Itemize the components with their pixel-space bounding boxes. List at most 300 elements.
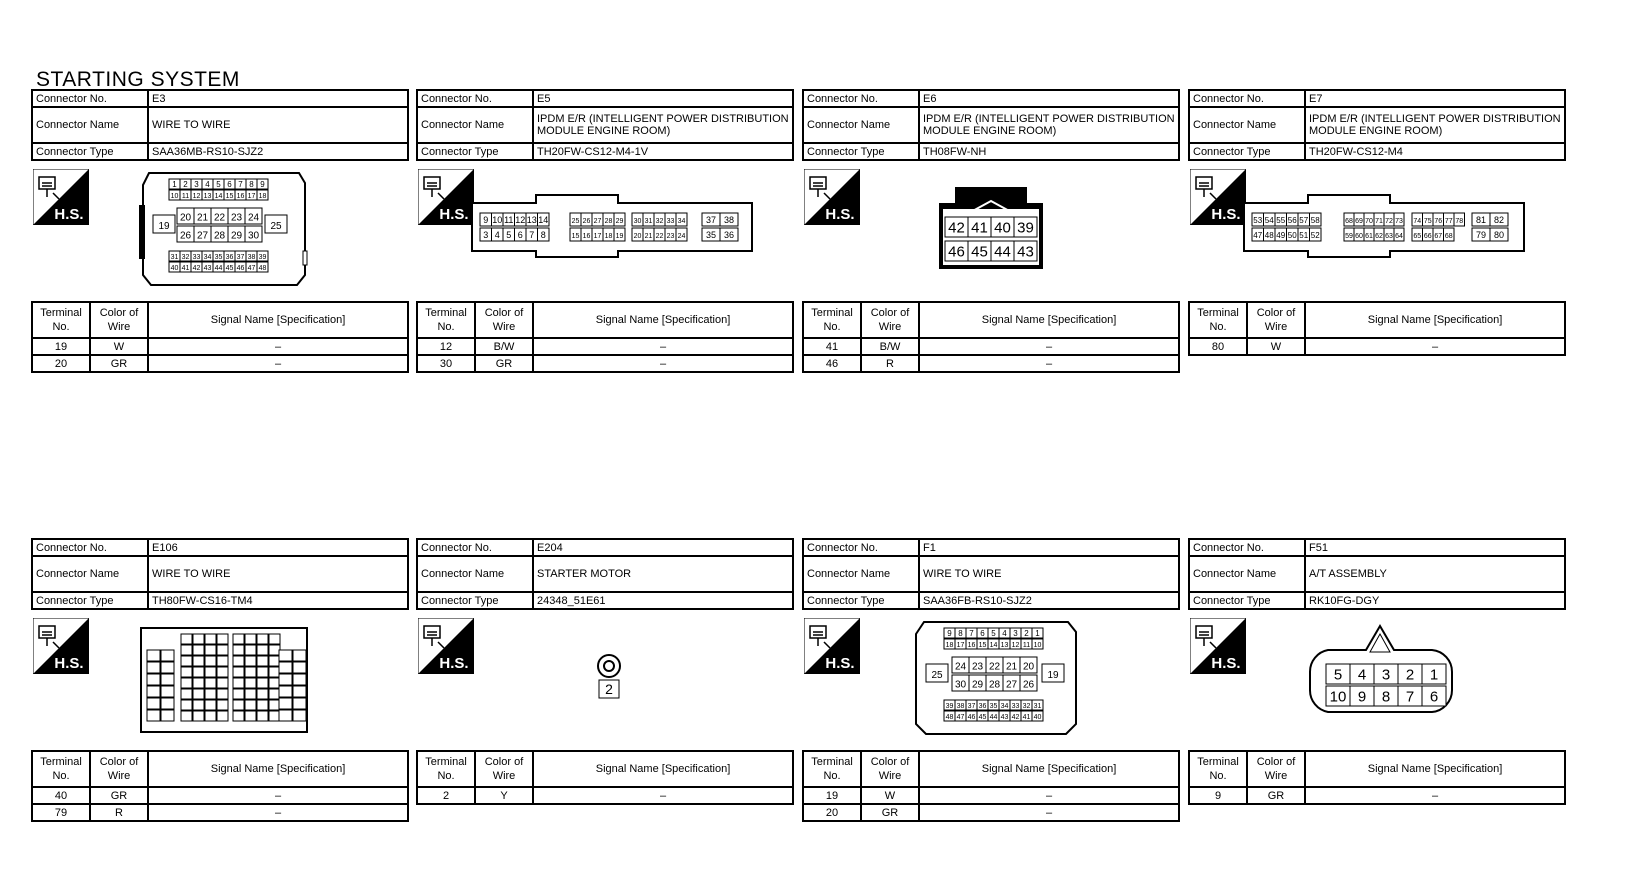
svg-text:11: 11 — [181, 192, 190, 200]
svg-text:32: 32 — [181, 253, 190, 261]
svg-text:12: 12 — [192, 192, 201, 200]
svg-text:22: 22 — [655, 233, 664, 241]
signal-name-header: Signal Name [Specification] — [533, 751, 793, 787]
wire-color: GR — [475, 355, 533, 372]
svg-text:31: 31 — [1033, 702, 1042, 710]
table-row — [1189, 338, 1565, 355]
wire-color: R — [861, 355, 919, 372]
connector-type-value: TH08FW-NH — [919, 143, 1179, 160]
svg-text:33: 33 — [666, 218, 675, 226]
svg-text:44: 44 — [989, 713, 998, 721]
svg-text:1: 1 — [1429, 666, 1439, 684]
connector-header — [802, 89, 1180, 161]
svg-text:44: 44 — [994, 243, 1011, 261]
connector-header — [1188, 89, 1566, 161]
svg-text:38: 38 — [956, 702, 965, 710]
svg-text:34: 34 — [1000, 702, 1009, 710]
connector-no-value: E6 — [919, 90, 1179, 107]
terminal-no: 80 — [1189, 338, 1247, 355]
svg-text:25: 25 — [270, 221, 282, 233]
connector-no-label: Connector No. — [417, 539, 533, 556]
svg-text:8: 8 — [958, 628, 963, 638]
hs-harness-side-icon — [33, 169, 89, 225]
color-of-wire-header: Color of Wire — [1247, 302, 1305, 338]
connector-name-value: IPDM E/R (INTELLIGENT POWER DISTRIBUTION MODULE ENGINE ROOM) — [1305, 107, 1565, 143]
signal-name: – — [533, 338, 793, 355]
terminal-no: 41 — [803, 338, 861, 355]
connector-card — [1188, 89, 1566, 356]
color-of-wire-header: Color of Wire — [475, 302, 533, 338]
svg-text:16: 16 — [967, 641, 976, 649]
hs-label: H.S. — [1211, 655, 1241, 672]
connector-diagram — [31, 161, 409, 301]
svg-text:24: 24 — [247, 212, 260, 224]
svg-text:10: 10 — [1329, 688, 1347, 706]
svg-text:52: 52 — [1310, 231, 1320, 241]
svg-text:15: 15 — [978, 641, 987, 649]
svg-text:68: 68 — [1444, 233, 1453, 241]
connector-card — [31, 538, 409, 822]
connector-card — [416, 89, 794, 373]
connector-type-label: Connector Type — [32, 143, 148, 160]
svg-text:2: 2 — [1024, 628, 1029, 638]
table-row — [32, 355, 408, 372]
svg-text:10: 10 — [170, 192, 179, 200]
svg-text:46: 46 — [948, 243, 965, 261]
svg-text:30: 30 — [954, 679, 967, 691]
svg-text:66: 66 — [1423, 233, 1432, 241]
svg-text:23: 23 — [971, 661, 984, 673]
connector-name-label: Connector Name — [32, 556, 148, 592]
svg-text:22: 22 — [213, 212, 226, 224]
connector-name-value: WIRE TO WIRE — [148, 107, 408, 143]
connector-header — [31, 538, 409, 610]
svg-text:44: 44 — [214, 264, 223, 272]
svg-text:48: 48 — [1264, 231, 1274, 241]
connector-type-value: 24348_51E61 — [533, 592, 793, 609]
signal-name: – — [148, 355, 408, 372]
svg-text:11: 11 — [1022, 641, 1031, 649]
svg-text:13: 13 — [203, 192, 212, 200]
signal-name-header: Signal Name [Specification] — [1305, 302, 1565, 338]
signal-name-header: Signal Name [Specification] — [148, 302, 408, 338]
svg-text:40: 40 — [170, 264, 179, 272]
svg-text:14: 14 — [214, 192, 223, 200]
svg-text:73: 73 — [1395, 218, 1403, 226]
svg-text:1: 1 — [172, 179, 177, 189]
svg-text:47: 47 — [1253, 231, 1263, 241]
svg-text:7: 7 — [529, 230, 535, 241]
svg-text:23: 23 — [230, 212, 243, 224]
svg-text:28: 28 — [988, 679, 1001, 691]
connector-no-label: Connector No. — [417, 90, 533, 107]
connector-header — [416, 538, 794, 610]
connector-header — [802, 538, 1180, 610]
svg-text:12: 12 — [1011, 641, 1020, 649]
color-of-wire-header: Color of Wire — [1247, 751, 1305, 787]
hs-label: H.S. — [1211, 206, 1241, 223]
svg-text:65: 65 — [1413, 233, 1422, 241]
svg-text:15: 15 — [225, 192, 234, 200]
svg-text:40: 40 — [994, 219, 1011, 237]
connector-card — [416, 538, 794, 805]
svg-text:39: 39 — [258, 253, 267, 261]
table-row — [803, 804, 1179, 821]
svg-text:59: 59 — [1345, 233, 1353, 241]
connector-name-value: WIRE TO WIRE — [919, 556, 1179, 592]
wire-color: W — [90, 338, 148, 355]
connector-name-label: Connector Name — [1189, 556, 1305, 592]
svg-text:17: 17 — [593, 233, 602, 241]
svg-text:79: 79 — [1475, 230, 1487, 241]
connector-diagram — [802, 610, 1180, 750]
svg-text:36: 36 — [225, 253, 234, 261]
connector-no-value: E7 — [1305, 90, 1565, 107]
svg-text:40: 40 — [1033, 713, 1042, 721]
svg-text:46: 46 — [236, 264, 245, 272]
svg-text:3: 3 — [1381, 666, 1391, 684]
svg-text:9: 9 — [483, 215, 489, 226]
connector-name-label: Connector Name — [803, 107, 919, 143]
signal-name: – — [1305, 787, 1565, 804]
svg-text:75: 75 — [1423, 218, 1432, 226]
signal-name: – — [148, 787, 408, 804]
svg-text:29: 29 — [615, 218, 624, 226]
svg-text:48: 48 — [258, 264, 267, 272]
svg-text:62: 62 — [1375, 233, 1383, 241]
hs-label: H.S. — [825, 655, 855, 672]
svg-text:19: 19 — [158, 221, 170, 233]
wire-color: B/W — [475, 338, 533, 355]
svg-text:47: 47 — [956, 713, 965, 721]
svg-text:26: 26 — [179, 230, 192, 242]
svg-text:6: 6 — [1429, 688, 1439, 706]
wire-color: GR — [90, 787, 148, 804]
connector-name-value: WIRE TO WIRE — [148, 556, 408, 592]
connector-diagram — [416, 161, 794, 301]
terminal-no: 19 — [803, 787, 861, 804]
connector-name-label: Connector Name — [32, 107, 148, 143]
terminal-no: 46 — [803, 355, 861, 372]
svg-text:25: 25 — [571, 218, 580, 226]
svg-text:21: 21 — [644, 233, 653, 241]
svg-text:69: 69 — [1355, 218, 1363, 226]
color-of-wire-header: Color of Wire — [90, 302, 148, 338]
connector-card — [31, 89, 409, 373]
svg-text:37: 37 — [236, 253, 245, 261]
terminal-no: 12 — [417, 338, 475, 355]
wire-color: Y — [475, 787, 533, 804]
svg-text:45: 45 — [225, 264, 234, 272]
svg-text:25: 25 — [931, 670, 943, 682]
svg-text:54: 54 — [1264, 216, 1274, 226]
hs-label: H.S. — [439, 206, 469, 223]
svg-text:31: 31 — [170, 253, 179, 261]
connector-type-value: TH80FW-CS16-TM4 — [148, 592, 408, 609]
svg-text:3: 3 — [1013, 628, 1018, 638]
signal-name: – — [919, 355, 1179, 372]
svg-text:50: 50 — [1287, 231, 1297, 241]
connector-type-label: Connector Type — [803, 143, 919, 160]
connector-diagram — [1188, 161, 1566, 301]
terminal-no: 20 — [803, 804, 861, 821]
signal-name: – — [919, 804, 1179, 821]
connector-type-label: Connector Type — [1189, 592, 1305, 609]
svg-text:45: 45 — [971, 243, 988, 261]
connector-no-label: Connector No. — [1189, 90, 1305, 107]
svg-text:5: 5 — [1333, 666, 1343, 684]
svg-text:77: 77 — [1444, 218, 1453, 226]
wire-color: GR — [90, 355, 148, 372]
connector-no-label: Connector No. — [803, 90, 919, 107]
signal-name-header: Signal Name [Specification] — [533, 302, 793, 338]
svg-text:6: 6 — [227, 179, 232, 189]
svg-text:33: 33 — [1011, 702, 1020, 710]
svg-text:61: 61 — [1365, 233, 1373, 241]
terminal-no-header: Terminal No. — [1189, 302, 1247, 338]
svg-text:32: 32 — [1022, 702, 1031, 710]
signal-name: – — [533, 787, 793, 804]
svg-text:35: 35 — [705, 230, 717, 241]
svg-text:56: 56 — [1287, 216, 1297, 226]
svg-text:7: 7 — [969, 628, 974, 638]
svg-text:78: 78 — [1455, 218, 1464, 226]
svg-text:43: 43 — [203, 264, 212, 272]
svg-text:29: 29 — [971, 679, 984, 691]
svg-text:7: 7 — [238, 179, 243, 189]
signal-table — [416, 750, 794, 805]
signal-name: – — [148, 338, 408, 355]
connector-diagram — [1188, 610, 1566, 750]
connector-no-label: Connector No. — [32, 90, 148, 107]
connector-name-label: Connector Name — [417, 556, 533, 592]
svg-text:28: 28 — [213, 230, 226, 242]
table-row — [1189, 787, 1565, 804]
svg-text:16: 16 — [582, 233, 591, 241]
hs-harness-side-icon — [33, 618, 89, 674]
terminal-no: 9 — [1189, 787, 1247, 804]
table-row — [32, 338, 408, 355]
hs-harness-side-icon — [418, 618, 474, 674]
svg-text:1: 1 — [1035, 628, 1040, 638]
color-of-wire-header: Color of Wire — [861, 751, 919, 787]
table-row — [803, 787, 1179, 804]
connector-no-value: E106 — [148, 539, 408, 556]
svg-text:39: 39 — [1017, 219, 1034, 237]
svg-text:3: 3 — [483, 230, 489, 241]
svg-text:32: 32 — [655, 218, 664, 226]
svg-text:36: 36 — [978, 702, 987, 710]
svg-text:55: 55 — [1276, 216, 1286, 226]
terminal-no-header: Terminal No. — [417, 302, 475, 338]
terminal-no-header: Terminal No. — [1189, 751, 1247, 787]
svg-text:3: 3 — [194, 179, 199, 189]
connector-type-label: Connector Type — [417, 592, 533, 609]
svg-text:43: 43 — [1000, 713, 1009, 721]
connector-name-label: Connector Name — [1189, 107, 1305, 143]
signal-name-header: Signal Name [Specification] — [919, 751, 1179, 787]
connector-header — [31, 89, 409, 161]
connector-no-value: F51 — [1305, 539, 1565, 556]
connector-name-label: Connector Name — [803, 556, 919, 592]
svg-text:9: 9 — [947, 628, 952, 638]
svg-text:42: 42 — [948, 219, 965, 237]
svg-text:24: 24 — [677, 233, 686, 241]
svg-text:4: 4 — [205, 179, 210, 189]
svg-text:17: 17 — [247, 192, 256, 200]
svg-text:7: 7 — [1405, 688, 1415, 706]
svg-text:27: 27 — [196, 230, 209, 242]
connector-type-value: SAA36MB-RS10-SJZ2 — [148, 143, 408, 160]
svg-text:41: 41 — [1022, 713, 1031, 721]
svg-text:5: 5 — [506, 230, 512, 241]
svg-text:13: 13 — [1000, 641, 1009, 649]
table-row — [803, 355, 1179, 372]
svg-text:2: 2 — [183, 179, 188, 189]
terminal-no: 19 — [32, 338, 90, 355]
svg-text:35: 35 — [214, 253, 223, 261]
svg-text:76: 76 — [1434, 218, 1443, 226]
wire-color: R — [90, 804, 148, 821]
connector-name-value: IPDM E/R (INTELLIGENT POWER DISTRIBUTION MODULE ENGINE ROOM) — [919, 107, 1179, 143]
connector-header — [1188, 538, 1566, 610]
svg-text:70: 70 — [1365, 218, 1373, 226]
connector-diagram — [802, 161, 1180, 301]
connector-type-label: Connector Type — [32, 592, 148, 609]
svg-text:37: 37 — [967, 702, 976, 710]
svg-text:30: 30 — [633, 218, 642, 226]
connector-name-value: A/T ASSEMBLY — [1305, 556, 1565, 592]
hs-harness-side-icon — [804, 169, 860, 225]
svg-text:8: 8 — [1381, 688, 1391, 706]
connector-name-value: STARTER MOTOR — [533, 556, 793, 592]
svg-text:68: 68 — [1345, 218, 1353, 226]
svg-text:28: 28 — [604, 218, 613, 226]
wire-color: GR — [861, 804, 919, 821]
svg-text:37: 37 — [705, 215, 717, 226]
svg-text:72: 72 — [1385, 218, 1393, 226]
svg-text:51: 51 — [1299, 231, 1309, 241]
signal-table — [802, 750, 1180, 822]
svg-text:38: 38 — [723, 215, 735, 226]
terminal-no: 20 — [32, 355, 90, 372]
svg-text:82: 82 — [1493, 215, 1505, 226]
svg-text:43: 43 — [1017, 243, 1034, 261]
svg-text:4: 4 — [1357, 666, 1367, 684]
connector-header — [416, 89, 794, 161]
table-row — [803, 338, 1179, 355]
svg-text:71: 71 — [1375, 218, 1383, 226]
terminal-no: 40 — [32, 787, 90, 804]
svg-text:14: 14 — [538, 215, 549, 226]
hs-harness-side-icon — [418, 169, 474, 225]
svg-text:12: 12 — [515, 215, 526, 226]
terminal-no: 2 — [417, 787, 475, 804]
svg-text:17: 17 — [956, 641, 965, 649]
svg-text:64: 64 — [1395, 233, 1403, 241]
svg-text:26: 26 — [1022, 679, 1035, 691]
signal-table — [31, 301, 409, 373]
hs-label: H.S. — [825, 206, 855, 223]
connector-no-value: E3 — [148, 90, 408, 107]
connector-type-label: Connector Type — [1189, 143, 1305, 160]
svg-text:33: 33 — [192, 253, 201, 261]
svg-text:18: 18 — [604, 233, 613, 241]
connector-card — [802, 538, 1180, 822]
svg-text:21: 21 — [196, 212, 209, 224]
connector-card — [1188, 538, 1566, 805]
svg-text:15: 15 — [571, 233, 580, 241]
svg-text:19: 19 — [615, 233, 624, 241]
terminal-no-header: Terminal No. — [32, 302, 90, 338]
svg-text:5: 5 — [216, 179, 221, 189]
svg-text:11: 11 — [504, 215, 514, 226]
connector-name-value: IPDM E/R (INTELLIGENT POWER DISTRIBUTION MODULE ENGINE ROOM) — [533, 107, 793, 143]
svg-text:13: 13 — [526, 215, 537, 226]
svg-text:53: 53 — [1253, 216, 1263, 226]
terminal-no: 30 — [417, 355, 475, 372]
svg-text:22: 22 — [988, 661, 1001, 673]
svg-text:80: 80 — [1493, 230, 1505, 241]
svg-text:48: 48 — [945, 713, 954, 721]
signal-name-header: Signal Name [Specification] — [919, 302, 1179, 338]
svg-text:6: 6 — [980, 628, 985, 638]
svg-text:30: 30 — [247, 230, 260, 242]
hs-harness-side-icon — [804, 618, 860, 674]
svg-text:10: 10 — [1033, 641, 1042, 649]
svg-text:2: 2 — [1405, 666, 1415, 684]
signal-table — [416, 301, 794, 373]
svg-text:24: 24 — [954, 661, 967, 673]
signal-name: – — [919, 787, 1179, 804]
svg-text:4: 4 — [494, 230, 500, 241]
color-of-wire-header: Color of Wire — [475, 751, 533, 787]
connector-type-value: TH20FW-CS12-M4-1V — [533, 143, 793, 160]
signal-name: – — [533, 355, 793, 372]
svg-text:27: 27 — [1005, 679, 1018, 691]
signal-name: – — [148, 804, 408, 821]
svg-text:67: 67 — [1434, 233, 1443, 241]
svg-text:14: 14 — [989, 641, 998, 649]
svg-text:18: 18 — [258, 192, 267, 200]
wire-color: GR — [1247, 787, 1305, 804]
signal-table — [1188, 301, 1566, 356]
svg-text:16: 16 — [236, 192, 245, 200]
svg-text:34: 34 — [203, 253, 212, 261]
svg-text:34: 34 — [677, 218, 686, 226]
connector-diagram — [31, 610, 409, 750]
connector-diagram — [416, 610, 794, 750]
svg-text:46: 46 — [967, 713, 976, 721]
svg-text:47: 47 — [247, 264, 256, 272]
connector-no-label: Connector No. — [803, 539, 919, 556]
signal-table — [31, 750, 409, 822]
connector-name-label: Connector Name — [417, 107, 533, 143]
svg-text:74: 74 — [1413, 218, 1422, 226]
svg-text:20: 20 — [179, 212, 192, 224]
hs-label: H.S. — [54, 206, 84, 223]
color-of-wire-header: Color of Wire — [861, 302, 919, 338]
wire-color: B/W — [861, 338, 919, 355]
svg-text:29: 29 — [230, 230, 243, 242]
svg-text:8: 8 — [249, 179, 254, 189]
connector-type-label: Connector Type — [803, 592, 919, 609]
svg-text:49: 49 — [1276, 231, 1286, 241]
signal-name: – — [919, 338, 1179, 355]
wire-color: W — [1247, 338, 1305, 355]
connector-no-label: Connector No. — [32, 539, 148, 556]
svg-text:18: 18 — [945, 641, 954, 649]
